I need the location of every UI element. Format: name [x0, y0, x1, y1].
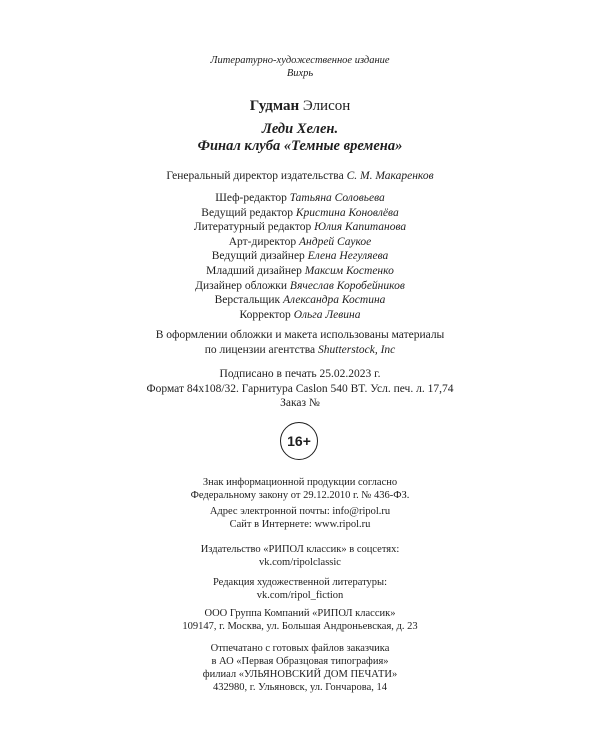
- title-line-2: Финал клуба «Темные времена»: [197, 138, 403, 154]
- contacts: [0, 505, 600, 531]
- credit-person: Александра Костина: [283, 294, 386, 307]
- print-info: [0, 367, 600, 411]
- book-title: [0, 121, 600, 155]
- company-info: [0, 607, 600, 633]
- contact-email: Адрес электронной почты: info@ripol.ru: [209, 506, 391, 517]
- credit-role: Корректор: [239, 308, 291, 321]
- title-line-1: Леди Хелен.: [261, 121, 339, 137]
- printing-line-2: в АО «Первая Образцовая типография»: [211, 656, 389, 667]
- credit-line: [0, 206, 600, 221]
- contact-site: Сайт в Интернете: www.ripol.ru: [229, 519, 371, 530]
- credit-role: Литературный редактор: [193, 221, 312, 234]
- print-format: Формат 84x108/32. Гарнитура Caslon 540 BT. Усл. печ. л. 17,74: [146, 382, 454, 395]
- author-given-name: Элисон: [302, 98, 351, 114]
- credit-line: [0, 279, 600, 294]
- credit-role: Младший дизайнер: [206, 264, 302, 277]
- credit-person: Андрей Саукое: [299, 235, 372, 248]
- credit-role: Арт-директор: [228, 235, 297, 248]
- series-name: Вихрь: [286, 68, 314, 79]
- author-surname: Гудман: [249, 98, 300, 114]
- social-line-1: Издательство «РИПОЛ классик» в соцсетях:: [200, 544, 400, 555]
- credit-person: Юлия Капитанова: [314, 221, 407, 234]
- company-line-1: ООО Группа Компаний «РИПОЛ классик»: [204, 608, 396, 619]
- cover-materials-line-2: [0, 343, 600, 358]
- general-director-name: С. М. Макаренков: [346, 170, 434, 182]
- general-director-role: Генеральный директор издательства: [166, 170, 344, 182]
- credit-role: Верстальщик: [214, 294, 281, 307]
- credit-person: Елена Негуляева: [307, 250, 389, 263]
- credit-role: Дизайнер обложки: [195, 279, 288, 292]
- printing-house: [0, 642, 600, 694]
- credit-line: [0, 293, 600, 308]
- credit-person: Татьяна Соловьева: [289, 192, 385, 204]
- credit-line: [0, 249, 600, 264]
- credit-role: Ведущий дизайнер: [211, 250, 305, 263]
- cover-materials-line-1: В оформлении обложки и макета использованы материалы: [155, 329, 445, 341]
- credit-line: [0, 191, 600, 206]
- signed-date: Подписано в печать 25.02.2023 г.: [219, 368, 381, 380]
- edition-header: [0, 54, 600, 80]
- credit-person: Вячеслав Коробейников: [289, 279, 405, 292]
- printing-line-4: 432980, г. Ульяновск, ул. Гончарова, 14: [213, 682, 387, 693]
- social-line-2: vk.com/ripolclassic: [259, 557, 341, 568]
- printing-line-3: филиал «УЛЬЯНОВСКИЙ ДОМ ПЕЧАТИ»: [202, 669, 398, 680]
- info-sign-line-2: Федеральному закону от 29.12.2010 г. № 436-ФЗ.: [190, 490, 410, 501]
- credit-person: Ольга Левина: [293, 308, 361, 321]
- printing-line-1: Отпечатано с готовых файлов заказчика: [210, 643, 390, 654]
- general-director: [0, 169, 600, 184]
- credits-list: [0, 191, 600, 322]
- credit-line: [0, 220, 600, 235]
- social-links: [0, 543, 600, 569]
- cover-materials-note: [0, 328, 600, 357]
- author-name: [0, 97, 600, 115]
- fiction-editorial-line-1: Редакция художественной литературы:: [212, 577, 388, 588]
- info-sign-note: [0, 476, 600, 502]
- credit-role: Ведущий редактор: [201, 206, 294, 219]
- company-line-2: 109147, г. Москва, ул. Большая Андроньевская, д. 23: [182, 621, 418, 632]
- fiction-editorial: [0, 576, 600, 602]
- info-sign-line-1: Знак информационной продукции согласно: [202, 477, 398, 488]
- age-rating-badge: 16+: [280, 422, 318, 460]
- order-number: Заказ №: [280, 397, 320, 410]
- credit-person: Максим Костенко: [304, 264, 394, 277]
- fiction-editorial-line-2: vk.com/ripol_fiction: [256, 590, 344, 601]
- credit-line: [0, 264, 600, 279]
- license-agency: Shutterstock, Inc: [318, 343, 396, 356]
- credit-role: Шеф-редактор: [215, 192, 287, 204]
- edition-type: Литературно-художественное издание: [210, 55, 390, 66]
- license-prefix: по лицензии агентства: [204, 343, 316, 356]
- credit-line: [0, 308, 600, 323]
- credit-line: [0, 235, 600, 250]
- credit-person: Кристина Коновлёва: [295, 206, 399, 219]
